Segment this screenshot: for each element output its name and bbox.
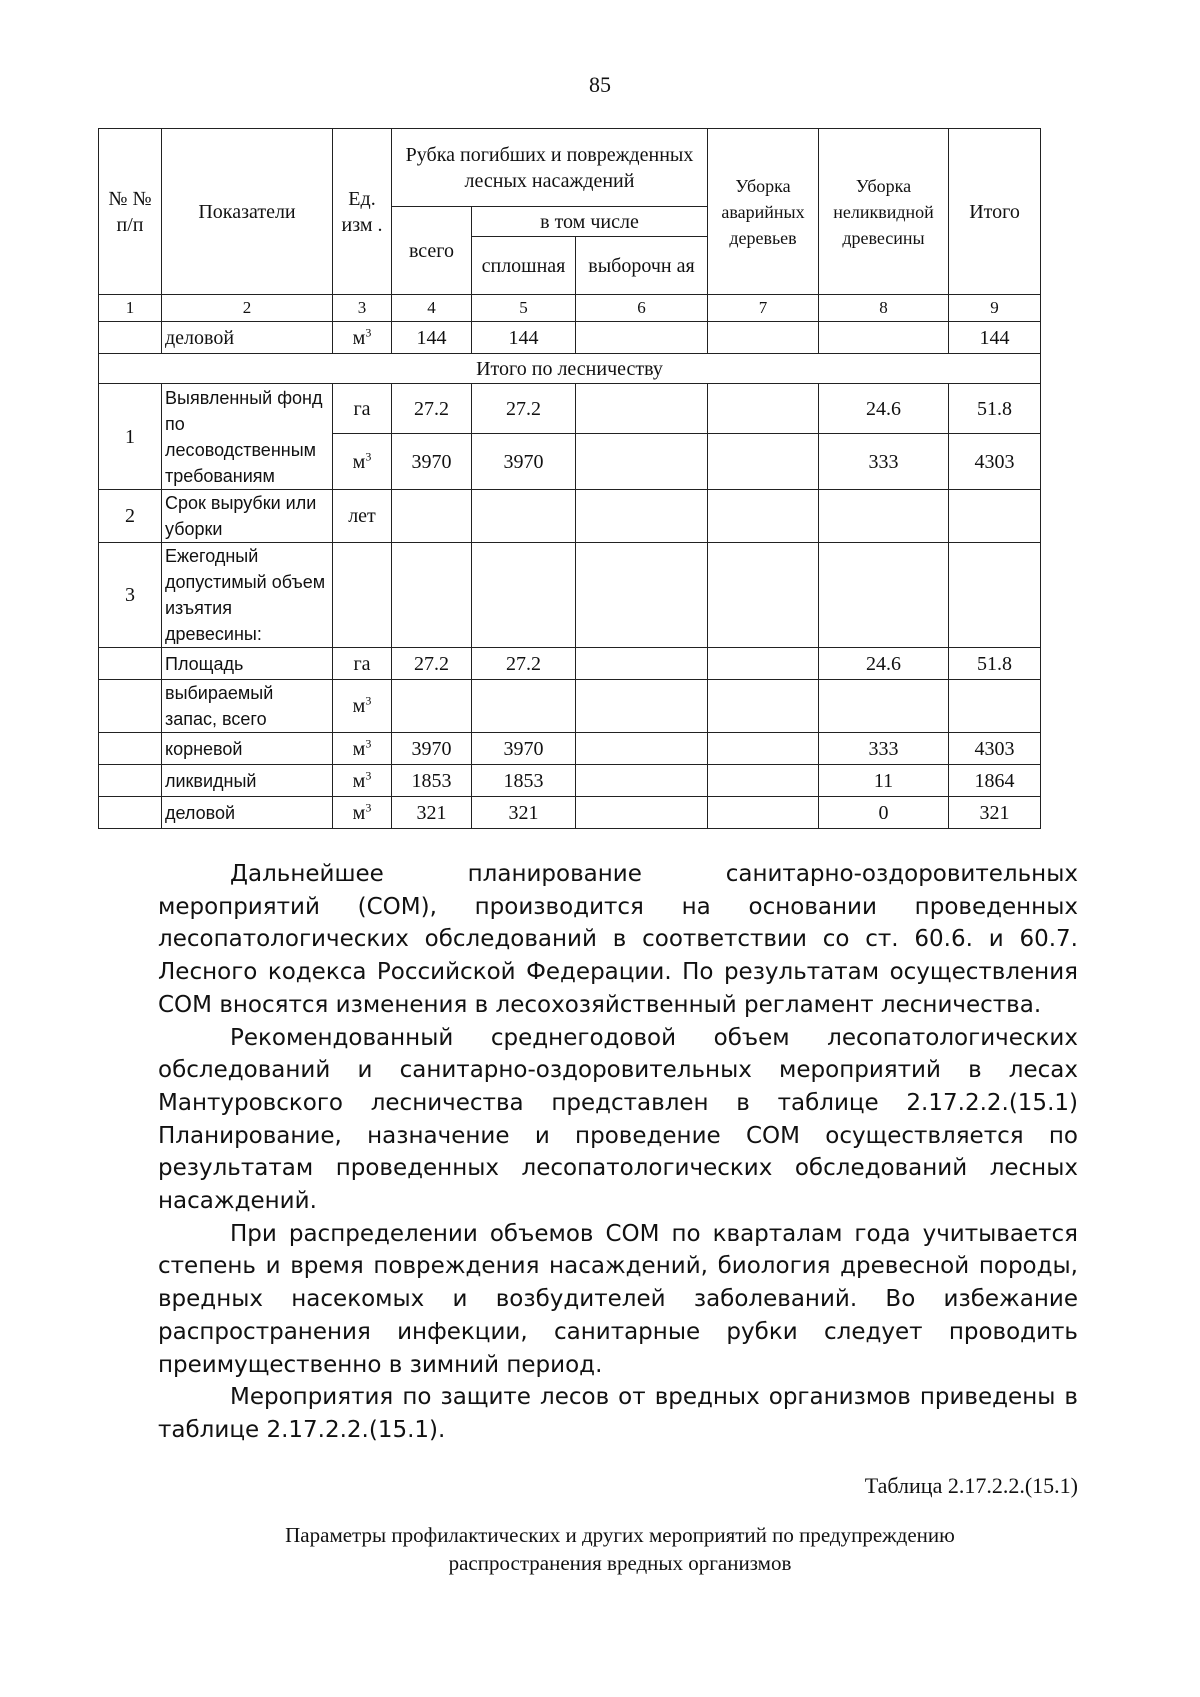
header-num: № № п/п bbox=[99, 129, 162, 295]
section-row bbox=[99, 354, 1041, 384]
table-caption: Таблица 2.17.2.2.(15.1) bbox=[864, 1473, 1078, 1498]
row-name: выбираемый запас, всего bbox=[162, 680, 333, 733]
column-numbers-row bbox=[99, 295, 1041, 322]
table-row: ликвидный $м^3$ 1853 1853 11 1864 bbox=[99, 765, 1041, 797]
table-row: деловой $м^3$ 144 144 144 bbox=[99, 322, 1041, 354]
row-name: Ежегодный допустимый объем изъятия древесины: bbox=[162, 543, 333, 648]
value-cell: 3970 bbox=[392, 733, 472, 765]
unit-cell: га bbox=[333, 648, 392, 680]
row-number: 2 bbox=[99, 490, 162, 543]
column-number: 7 bbox=[708, 295, 819, 322]
paragraph: При распределении объемов СОМ по кварталам года учитывается степень и время повреждения насаждений, биология древесной породы, вредных насекомых и возбудителей заболеваний. Во избежание распространения инфекции, санитарные рубки следует проводить преимущественно в зимний период. bbox=[158, 1220, 1078, 1378]
unit-cell: лет bbox=[333, 490, 392, 543]
unit-cell: м bbox=[352, 326, 366, 349]
value-cell: 11 bbox=[819, 765, 949, 797]
header-including: в том числе bbox=[472, 207, 708, 237]
value-cell: 144 bbox=[392, 322, 472, 354]
value-cell: 51.8 bbox=[949, 384, 1041, 434]
unit-cell: м bbox=[352, 737, 366, 760]
header-selective: выборочн ая bbox=[576, 237, 708, 295]
value-cell: 27.2 bbox=[392, 384, 472, 434]
row-name: деловой bbox=[162, 322, 333, 354]
unit-cell: м bbox=[352, 450, 366, 473]
value-cell: 144 bbox=[949, 322, 1041, 354]
value-cell: 333 bbox=[819, 434, 949, 490]
unit-cell: м bbox=[352, 695, 366, 717]
column-number: 2 bbox=[162, 295, 333, 322]
row-name: Срок вырубки или уборки bbox=[162, 490, 333, 543]
value-cell: 3970 bbox=[392, 434, 472, 490]
row-name: деловой bbox=[162, 797, 333, 829]
value-cell: 24.6 bbox=[819, 384, 949, 434]
row-name: корневой bbox=[162, 733, 333, 765]
header-total-all: всего bbox=[392, 207, 472, 295]
header-clear: сплошная bbox=[472, 237, 576, 295]
value-cell: 1853 bbox=[392, 765, 472, 797]
column-number: 1 bbox=[99, 295, 162, 322]
table-row: $м^3$ 3970 3970 333 4303 bbox=[99, 434, 1041, 490]
value-cell: 321 bbox=[949, 797, 1041, 829]
value-cell: 321 bbox=[392, 797, 472, 829]
column-number: 5 bbox=[472, 295, 576, 322]
unit-cell: м bbox=[352, 801, 366, 824]
value-cell: 333 bbox=[819, 733, 949, 765]
column-number: 4 bbox=[392, 295, 472, 322]
header-emergency: Уборка аварийных деревьев bbox=[708, 129, 819, 295]
column-number: 8 bbox=[819, 295, 949, 322]
table-title-line: Параметры профилактических и других мероприятий по предупреждению bbox=[285, 1523, 955, 1547]
table-row bbox=[99, 384, 1041, 434]
column-number: 9 bbox=[949, 295, 1041, 322]
table-title bbox=[0, 1521, 1200, 1577]
value-cell: 27.2 bbox=[392, 648, 472, 680]
value-cell: 4303 bbox=[949, 434, 1041, 490]
value-cell: 321 bbox=[472, 797, 576, 829]
felling-table bbox=[98, 128, 1041, 829]
column-number: 6 bbox=[576, 295, 708, 322]
value-cell: 51.8 bbox=[949, 648, 1041, 680]
table-row bbox=[99, 648, 1041, 680]
value-cell: 27.2 bbox=[472, 384, 576, 434]
paragraph: Рекомендованный среднегодовой объем лесопатологических обследований и санитарно-оздоровительных мероприятий в лесах Мантуровского лесничества представлен в таблице 2.17.2.2.(15.1) Планирование, назначение и проведение СОМ осуществляется по результатам проведенных лесопатологических обследований лесных насаждений. bbox=[158, 1024, 1078, 1215]
paragraph: Мероприятия по защите лесов от вредных организмов приведены в таблице 2.17.2.2.(15.1). bbox=[158, 1384, 1078, 1443]
section-title: Итого по лесничеству bbox=[99, 354, 1041, 384]
table-row: корневой $м^3$ 3970 3970 333 4303 bbox=[99, 733, 1041, 765]
row-name: Площадь bbox=[162, 648, 333, 680]
value-cell: 27.2 bbox=[472, 648, 576, 680]
value-cell: 3970 bbox=[472, 733, 576, 765]
row-name: ликвидный bbox=[162, 765, 333, 797]
value-cell: 1853 bbox=[472, 765, 576, 797]
value-cell: 1864 bbox=[949, 765, 1041, 797]
header-felling: Рубка погибших и поврежденных лесных насаждений bbox=[392, 129, 708, 207]
table-row bbox=[99, 543, 1041, 648]
body-text bbox=[158, 858, 1078, 1447]
unit-cell: га bbox=[333, 384, 392, 434]
table-row: выбираемый запас, всего $м^3$ bbox=[99, 680, 1041, 733]
column-number: 3 bbox=[333, 295, 392, 322]
row-number: 1 bbox=[99, 384, 162, 490]
value-cell: 4303 bbox=[949, 733, 1041, 765]
table-row bbox=[99, 490, 1041, 543]
value-cell: 3970 bbox=[472, 434, 576, 490]
value-cell: 0 bbox=[819, 797, 949, 829]
header-illiquid: Уборка неликвидной древесины bbox=[819, 129, 949, 295]
table-title-line: распространения вредных организмов bbox=[448, 1551, 792, 1575]
header-total: Итого bbox=[949, 129, 1041, 295]
value-cell: 144 bbox=[472, 322, 576, 354]
page-number: 85 bbox=[589, 72, 611, 97]
row-name: Выявленный фонд по лесоводственным требованиям bbox=[162, 384, 333, 490]
header-indicators: Показатели bbox=[162, 129, 333, 295]
table-row: деловой $м^3$ 321 321 0 321 bbox=[99, 797, 1041, 829]
header-unit: Ед. изм . bbox=[333, 129, 392, 295]
row-number: 3 bbox=[99, 543, 162, 648]
value-cell: 24.6 bbox=[819, 648, 949, 680]
paragraph: Дальнейшее планирование санитарно-оздоровительных мероприятий (СОМ), производится на основании проведенных лесопатологических обследований в соответствии со ст. 60.6. и 60.7. Лесного кодекса Российской Федерации. По результатам осуществления СОМ вносятся изменения в лесохозяйственный регламент лесничества. bbox=[158, 861, 1078, 1018]
unit-cell: м bbox=[352, 769, 366, 792]
